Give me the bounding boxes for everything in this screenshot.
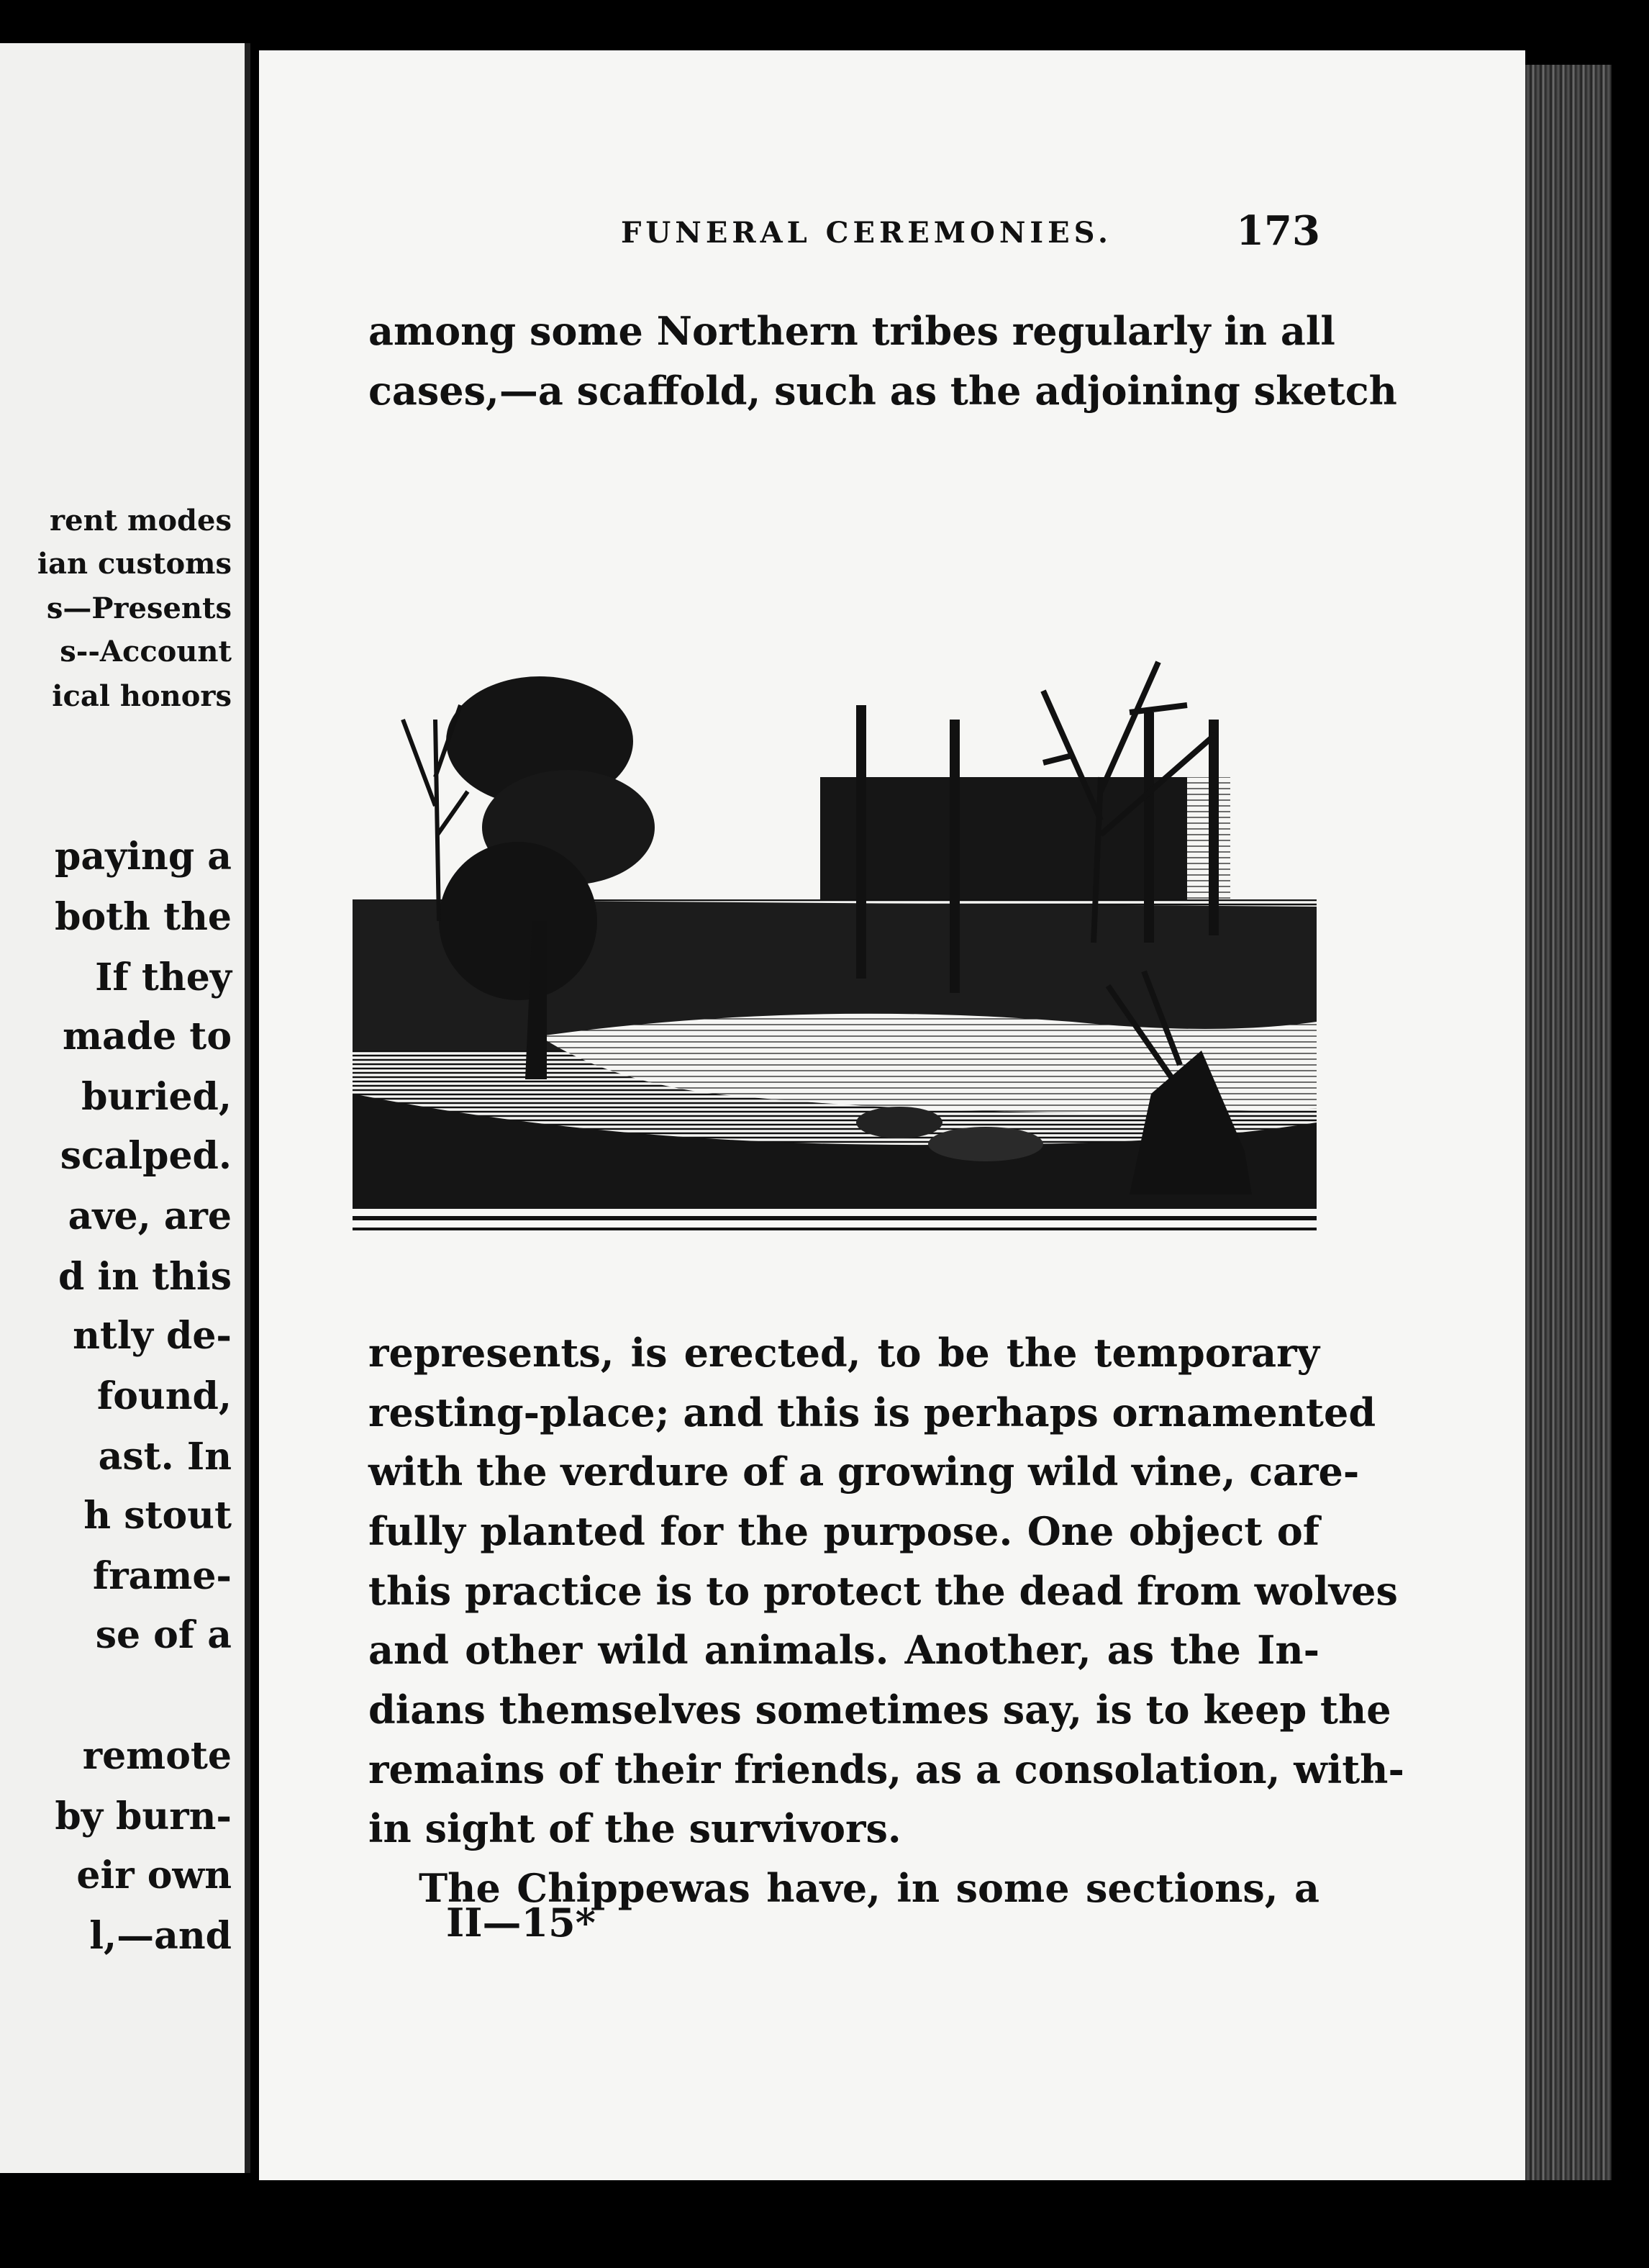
left-line: ian customs [37,547,232,581]
left-line: by burn- [55,1795,232,1838]
left-line: h stout [83,1494,232,1538]
scaffold-burial-engraving-icon [353,648,1317,1310]
page-edge [1525,65,1612,2180]
text-line: represents, is erected, to be the temporary [368,1330,1319,1376]
text-line: this practice is to protect the dead from wolves [368,1568,1398,1614]
left-line: ast. In [98,1435,232,1479]
left-page [0,43,250,2173]
text-line: remains of their friends, as a consolation, with- [368,1746,1404,1792]
text-line: fully planted for the purpose. One object of [368,1508,1319,1554]
left-line: ical honors [52,679,232,713]
text-line: in sight of the survivors. [368,1805,901,1851]
text-line: and other wild animals. Another, as the In- [368,1627,1319,1673]
left-line: s—Presents [46,591,232,625]
left-line: both the [55,895,232,939]
left-line: d in this [58,1255,232,1299]
left-line: se of a [95,1613,232,1657]
left-line: frame- [92,1554,232,1598]
left-line: If they [95,956,232,999]
paragraph-start: The Chippewas have, in some sections, a [419,1865,1319,1911]
running-head-title: FUNERAL CEREMONIES. [621,216,1112,250]
text-line: among some Northern tribes regularly in all [368,308,1335,354]
running-head [363,207,1320,266]
left-line: ave, are [68,1194,232,1238]
text-line: resting-place; and this is perhaps ornamented [368,1389,1376,1435]
left-line: remote [82,1734,232,1778]
text-line: cases,—a scaffold, such as the adjoining sketch [368,368,1397,414]
left-line: found, [96,1374,232,1418]
left-line: l,—and [89,1914,232,1958]
text-line: dians themselves sometimes say, is to keep the [368,1687,1391,1733]
signature-mark: II—15* [446,1900,596,1946]
left-line: eir own [76,1854,232,1897]
left-line: made to [63,1015,232,1058]
left-line: ntly de- [73,1314,232,1358]
text-line: with the verdure of a growing wild vine, care- [368,1448,1360,1494]
page-number: 173 [1236,207,1320,255]
left-line: scalped. [60,1134,232,1178]
left-line: s--Account [60,635,232,668]
left-line: rent modes [50,504,232,537]
left-line: buried, [81,1075,232,1119]
left-line: paying a [55,835,232,879]
